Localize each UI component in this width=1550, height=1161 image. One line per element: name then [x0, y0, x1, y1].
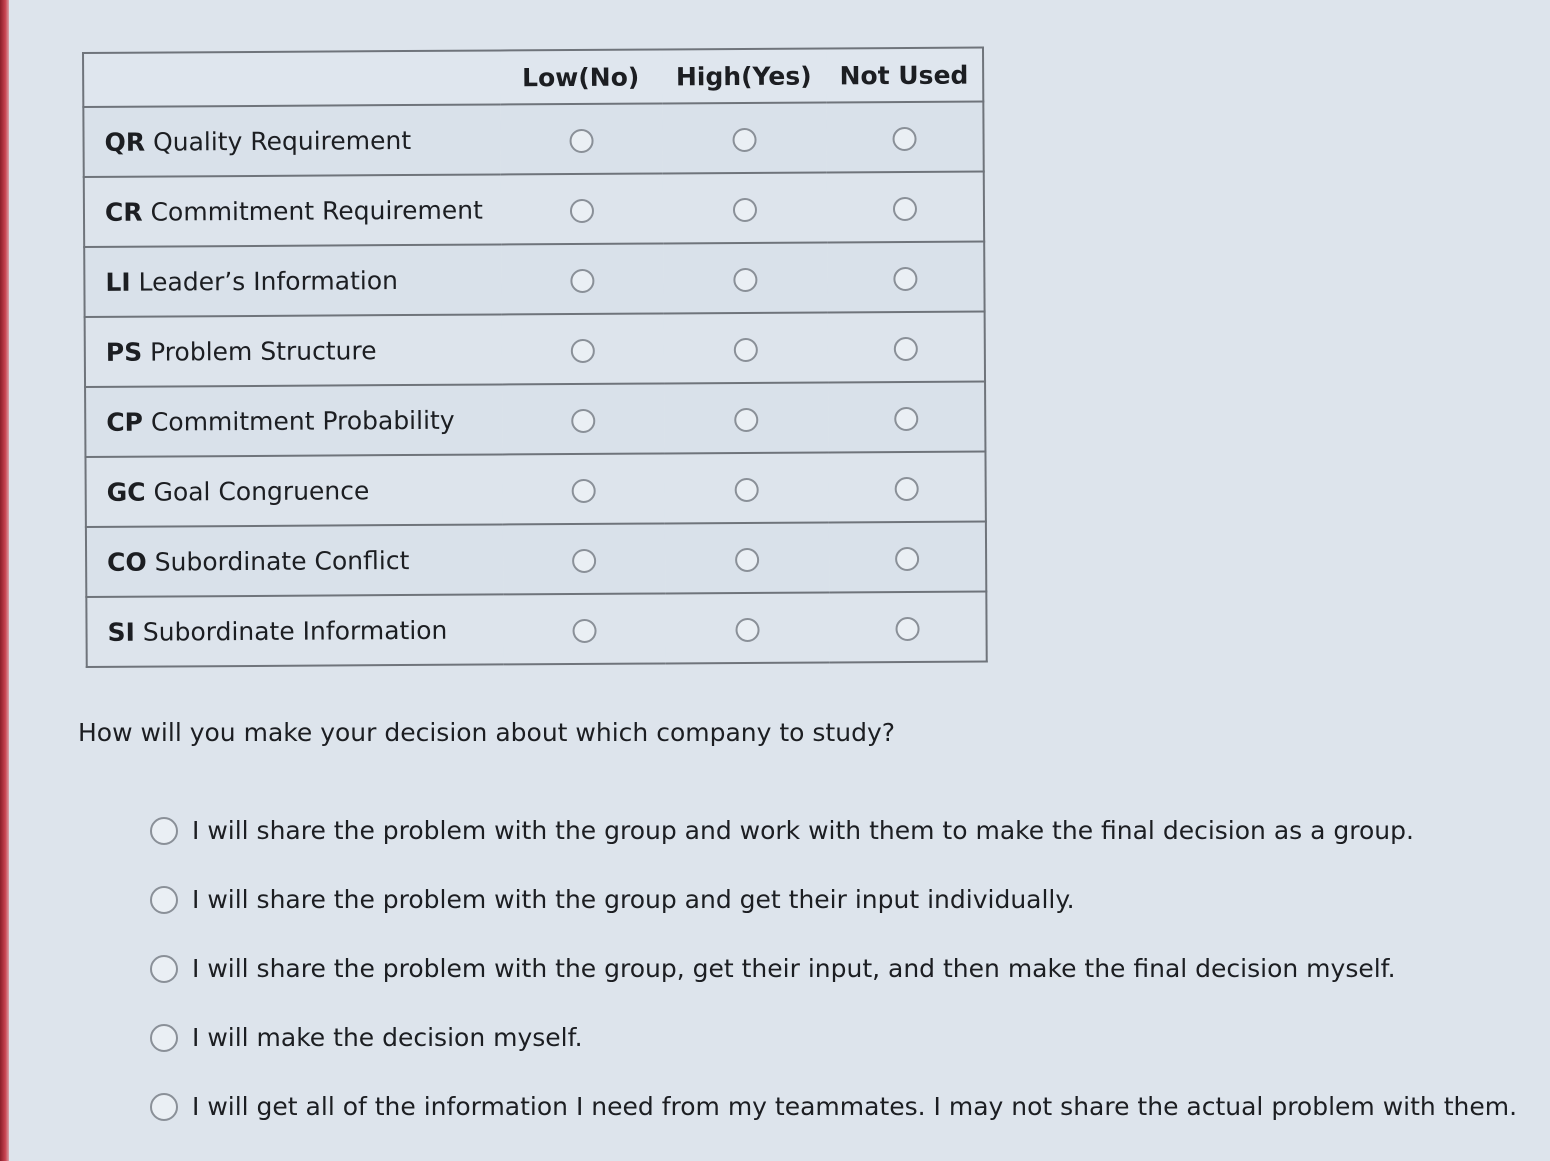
decision-option-label: I will share the problem with the group and get their input individually.	[192, 885, 1075, 914]
li-high-radio[interactable]	[733, 267, 757, 291]
row-text: Problem Structure	[150, 335, 377, 367]
column-header-not-used: Not Used	[826, 47, 984, 102]
row-text: Subordinate Conflict	[154, 545, 410, 577]
row-code: CR	[104, 197, 143, 227]
gc-not-used-radio[interactable]	[894, 476, 918, 500]
gc-high-radio[interactable]	[734, 477, 758, 501]
li-not-used-radio[interactable]	[893, 266, 917, 290]
matrix-row-si	[86, 591, 986, 666]
row-text: Goal Congruence	[153, 475, 370, 507]
cp-not-used-radio[interactable]	[894, 406, 918, 430]
matrix-row-li	[84, 241, 984, 316]
row-text: Quality Requirement	[152, 125, 412, 157]
row-label	[86, 594, 503, 667]
qr-high-radio[interactable]	[732, 127, 756, 151]
decision-option-radio[interactable]	[150, 955, 178, 983]
row-text: Commitment Probability	[150, 405, 455, 437]
row-label	[85, 314, 502, 387]
decision-option-individual-input[interactable]	[150, 865, 1540, 934]
gc-low-radio[interactable]	[571, 478, 595, 502]
matrix-corner	[83, 50, 500, 107]
qr-not-used-radio[interactable]	[892, 126, 916, 150]
row-code: QR	[104, 127, 146, 157]
decision-option-group-decision[interactable]	[150, 796, 1540, 865]
row-text: Leader’s Information	[138, 265, 399, 297]
decision-option-label: I will make the decision myself.	[192, 1023, 583, 1052]
decision-options	[150, 796, 1540, 1141]
cp-high-radio[interactable]	[734, 407, 758, 431]
row-code: CP	[106, 407, 144, 437]
co-low-radio[interactable]	[572, 548, 596, 572]
rating-matrix	[82, 46, 988, 667]
decision-option-info-from-teammates[interactable]	[150, 1072, 1540, 1141]
row-label	[84, 174, 501, 247]
decision-option-label: I will get all of the information I need from my teammates. I may not share the actual problem with them.	[192, 1092, 1518, 1121]
row-code: LI	[105, 267, 131, 297]
row-label	[85, 454, 502, 527]
matrix-header-row	[83, 47, 983, 106]
cr-high-radio[interactable]	[732, 197, 756, 221]
decision-option-radio[interactable]	[150, 886, 178, 914]
decision-option-group-input-self-decide[interactable]	[150, 934, 1540, 1003]
row-text: Subordinate Information	[142, 615, 448, 647]
column-header-high: High(Yes)	[662, 48, 826, 103]
row-code: CO	[107, 547, 147, 577]
si-low-radio[interactable]	[572, 618, 596, 642]
column-header-low: Low(No)	[500, 49, 662, 104]
matrix-row-cr	[84, 171, 984, 246]
si-not-used-radio[interactable]	[895, 616, 919, 640]
qr-low-radio[interactable]	[569, 128, 593, 152]
question-text: How will you make your decision about which company to study?	[78, 718, 896, 747]
row-label	[85, 384, 502, 457]
ps-low-radio[interactable]	[570, 338, 594, 362]
row-code: GC	[106, 477, 146, 507]
matrix-row-gc	[85, 451, 985, 526]
decision-option-radio[interactable]	[150, 817, 178, 845]
cr-low-radio[interactable]	[569, 198, 593, 222]
decision-option-radio[interactable]	[150, 1093, 178, 1121]
decision-option-self-decide[interactable]	[150, 1003, 1540, 1072]
cr-not-used-radio[interactable]	[893, 196, 917, 220]
matrix-row-co	[86, 521, 986, 596]
si-high-radio[interactable]	[735, 617, 759, 641]
row-code: SI	[107, 617, 135, 647]
decision-option-label: I will share the problem with the group, get their input, and then make the final decision myself.	[192, 954, 1396, 983]
row-label	[84, 244, 501, 317]
matrix-row-qr	[83, 101, 983, 176]
matrix-row-ps	[85, 311, 985, 386]
matrix-row-cp	[85, 381, 985, 456]
co-not-used-radio[interactable]	[895, 546, 919, 570]
row-label	[86, 524, 503, 597]
decision-option-label: I will share the problem with the group and work with them to make the final decision as a group.	[192, 816, 1414, 845]
left-edge	[0, 0, 9, 1161]
row-label	[83, 104, 500, 177]
decision-option-radio[interactable]	[150, 1024, 178, 1052]
ps-high-radio[interactable]	[733, 337, 757, 361]
li-low-radio[interactable]	[570, 268, 594, 292]
co-high-radio[interactable]	[735, 547, 759, 571]
row-text: Commitment Requirement	[150, 195, 483, 227]
ps-not-used-radio[interactable]	[894, 336, 918, 360]
cp-low-radio[interactable]	[571, 408, 595, 432]
row-code: PS	[105, 337, 143, 367]
